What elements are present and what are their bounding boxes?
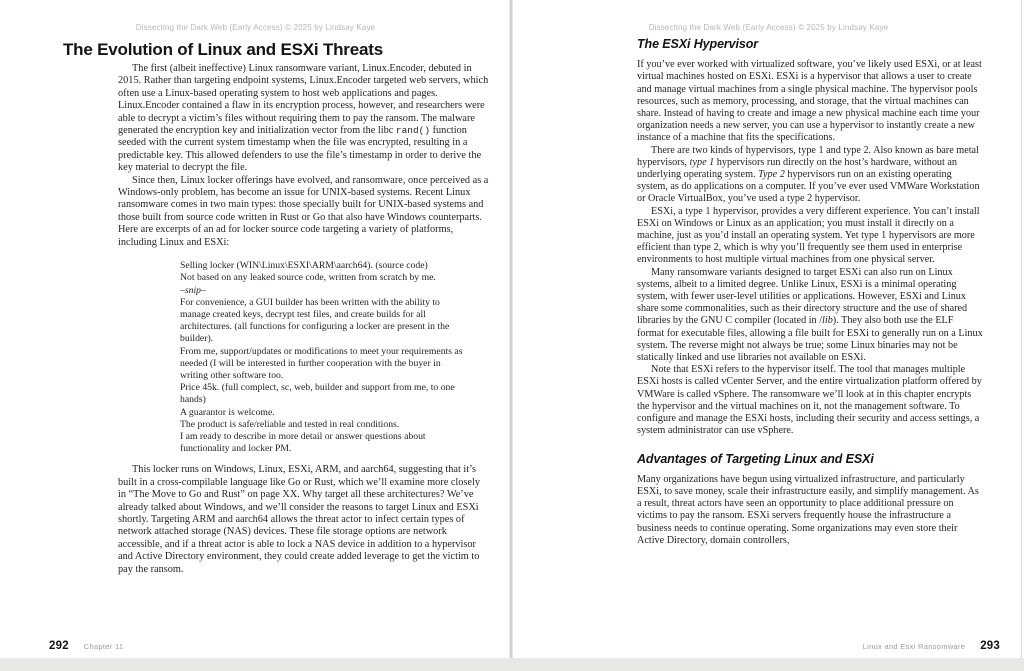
paragraph <box>637 59 983 144</box>
page-seam <box>509 0 513 658</box>
text-segment: Note that ESXi refers to the hypervisor itself. The tool that manages multiple ESXi hosts is called vCenter Server, and the entire virtualization platform offered by VMWare is called vSphere. The ransomware we’ll look at in this chapter encrypts the hypervisor and the virtual machines on it, not the management software. To configure and manage the ESXi hosts, including their security and access settings, a system administrator can use vSphere. <box>637 364 982 437</box>
paragraph <box>118 175 490 249</box>
page-bottom-edge <box>0 658 1024 671</box>
section-advantages <box>637 453 983 547</box>
text-segment: Price 45k. (full complect, sc, web, builder and support from me, to one hands) <box>180 382 455 406</box>
quote-line <box>180 297 468 346</box>
left-body-column <box>118 63 490 576</box>
paragraph <box>118 63 490 175</box>
italic-text: –snip– <box>180 284 206 296</box>
quote-line <box>180 285 468 297</box>
italic-text: Type 2 <box>758 169 785 181</box>
text-segment: hypervisors run directly on the host’s hardware, without an underlying operating system. <box>637 156 957 181</box>
chapter-label: Chapter 11 <box>83 642 124 651</box>
text-segment: Many organizations have begun using virtualized infrastructure, and particularly ESXi, to save money, scale their infrastructure easily, and simplify management. As a result, threat actors have seen an opportunity to place additional pressure on victims to pay the ransom. ESXi servers frequently house the infrastructure a business needs to continue operating. Some organizations may even store their Active Directory, domain controllers, <box>637 473 979 546</box>
paragraph <box>637 206 983 267</box>
text-segment: If you’ve ever worked with virtualized software, you’ve likely used ESXi, or at least virtual machines hosted on ESXi. ESXi is a hypervisor that allows a user to create and manage virtual machines from a single physical machine. The hypervisor pools resources, such as memory, processing, and storage, that the virtual machines can share. Instead of having to create and image a new physical machine each time your organization needs a new server, you can use a hypervisor to instantly create a new instance of a machine that fits the specifications. <box>637 59 982 144</box>
italic-text: type 1 <box>689 156 715 168</box>
quote-line <box>180 407 468 419</box>
quote-line <box>180 272 468 284</box>
page-number-left: 292 <box>49 640 69 652</box>
section-heading-evolution: The Evolution of Linux and ESXi Threats <box>63 40 383 59</box>
page-right <box>513 0 1024 658</box>
text-segment: ). They also both use the ELF format for executable files, allowing a file built for ESXi to generally run on a Linux system. The reverse might not always be true; some Linux binaries may not be statically linked and use libraries not available on ESXi. <box>637 315 983 364</box>
text-segment: hypervisors run on an existing operating system, as do applications on a computer. If you’ve ever used VMWare Workstation or Oracle VirtualBox, you’ve used a type 2 hypervisor. <box>637 169 980 205</box>
paragraph <box>637 364 983 437</box>
running-head-right: Dissecting the Dark Web (Early Access) © 2025 by Lindsay Kaye <box>648 23 889 32</box>
closing-paragraphs <box>118 464 490 576</box>
dark-web-ad-quote <box>180 260 468 455</box>
quote-line <box>180 431 468 455</box>
text-segment: The first (albeit ineffective) Linux ransomware variant, Linux.Encoder, debuted in 2015. Rather than targeting endpoint systems, Linux.Encoder targeted web servers, which often use a Linux-based operating system to host web applications and pages. Linux.Encoder contained a flaw in its encryption process, however, and researchers were able to decrypt a victim’s files without requiring them to pay the ransom. The malware generated the encryption key and initialization vector from the libc <box>118 63 489 137</box>
text-segment: ESXi, a type 1 hypervisor, provides a very different experience. You can’t install ESXi on Windows or Linux as an application; you must install it directly on a machine, just as you’d install an operating system. Yet type 1 hypervisors are more efficient than type 2, which is why you’ll frequently see them used in enterprise environments to host multiple virtual machines from one physical server. <box>637 205 980 266</box>
running-head-left: Dissecting the Dark Web (Early Access) © 2025 by Lindsay Kaye <box>135 23 376 32</box>
page-number-right: 293 <box>980 640 1000 652</box>
paragraph <box>118 464 490 576</box>
text-segment: From me, support/updates or modifications to meet your requirements as needed (I will be interested in further cooperation with the buyer in writing other software too. <box>180 345 463 381</box>
text-segment: There are two kinds of hypervisors, type 1 and type 2. Also known as bare metal hypervisors, <box>637 144 979 168</box>
section-heading-esxi-hypervisor: The ESXi Hypervisor <box>637 37 759 51</box>
quote-line <box>180 260 468 272</box>
paragraph <box>637 474 983 547</box>
book-section-label: Linux and Esxi Ransomware <box>862 642 966 651</box>
italic-text: lib <box>822 315 833 327</box>
footer-left <box>49 640 123 652</box>
inline-code: rand() <box>395 125 431 137</box>
paragraph <box>637 145 983 206</box>
quote-line <box>180 346 468 383</box>
text-segment: function seeded with the current system timestamp when the file was encrypted, resulting in a predictable key. This allowed defenders to use the file’s timestamp in order to derive the key material to decrypt the file. <box>118 125 482 174</box>
right-body-column <box>637 38 983 547</box>
text-segment: For convenience, a GUI builder has been written with the ability to manage created keys, decrypt test files, and create builds for all architectures. (all functions for configuring a locker are present in the builder). <box>180 296 450 345</box>
text-segment: Many ransomware variants designed to target ESXi can also run on Linux systems, albeit to a limited degree. Unlike Linux, ESXi is a minimal operating system, with fewer user-level utilities or applications. However, ESXi and Linux share some commonalities, such as their directory structure and the use of shared libraries by the GNU C compiler (located in / <box>637 266 968 327</box>
section-esxi-hypervisor <box>637 38 983 438</box>
text-segment: I am ready to describe in more detail or answer questions about functionality and locker PM. <box>180 430 426 455</box>
section-paragraphs <box>637 474 983 547</box>
text-segment: Not based on any leaked source code, written from scratch by me. <box>180 272 436 284</box>
text-segment: The product is safe/reliable and tested in real conditions. <box>180 418 400 430</box>
page-left <box>0 0 511 658</box>
section-paragraphs <box>637 59 983 437</box>
text-segment: Selling locker (WIN\Linux\ESXI\ARM\aarch64). (source code) <box>180 260 428 272</box>
paragraph <box>637 267 983 365</box>
text-segment: Since then, Linux locker offerings have evolved, and ransomware, once perceived as a Windows-only problem, has become an issue for UNIX-based systems. Recent Linux ransomware comes in two main types: those specially built for UNIX-based systems and those built from source code written in Rust or Go that also have Windows counterparts. Here are excerpts of an ad for locker source code targeting a variety of platforms, including Linux and ESXi: <box>118 174 489 248</box>
footer-right <box>863 640 1000 652</box>
intro-paragraphs <box>118 63 490 249</box>
quote-line <box>180 419 468 431</box>
page-edge-right <box>1021 0 1022 658</box>
text-segment: A guarantor is welcome. <box>180 406 275 418</box>
quote-line <box>180 382 468 406</box>
section-heading-advantages: Advantages of Targeting Linux and ESXi <box>637 451 874 466</box>
text-segment: This locker runs on Windows, Linux, ESXi, ARM, and aarch64, suggesting that it’s built in a cross-compilable language like Go or Rust, which we’ll examine more closely in “The Move to Go and Rust” on page XX. Why target all these architectures? We’ve already talked about Windows, and we’ll consider the reasons to target Linux and ESXi shortly. Targeting ARM and aarch64 allows the threat actor to infect certain types of network attached storage (NAS) devices. These file storage options are network accessible, and if a threat actor is able to lock a NAS device in addition to a hypervisor and Active Directory environment, they could create added leverage to get the victim to pay the ransom. <box>118 464 481 575</box>
